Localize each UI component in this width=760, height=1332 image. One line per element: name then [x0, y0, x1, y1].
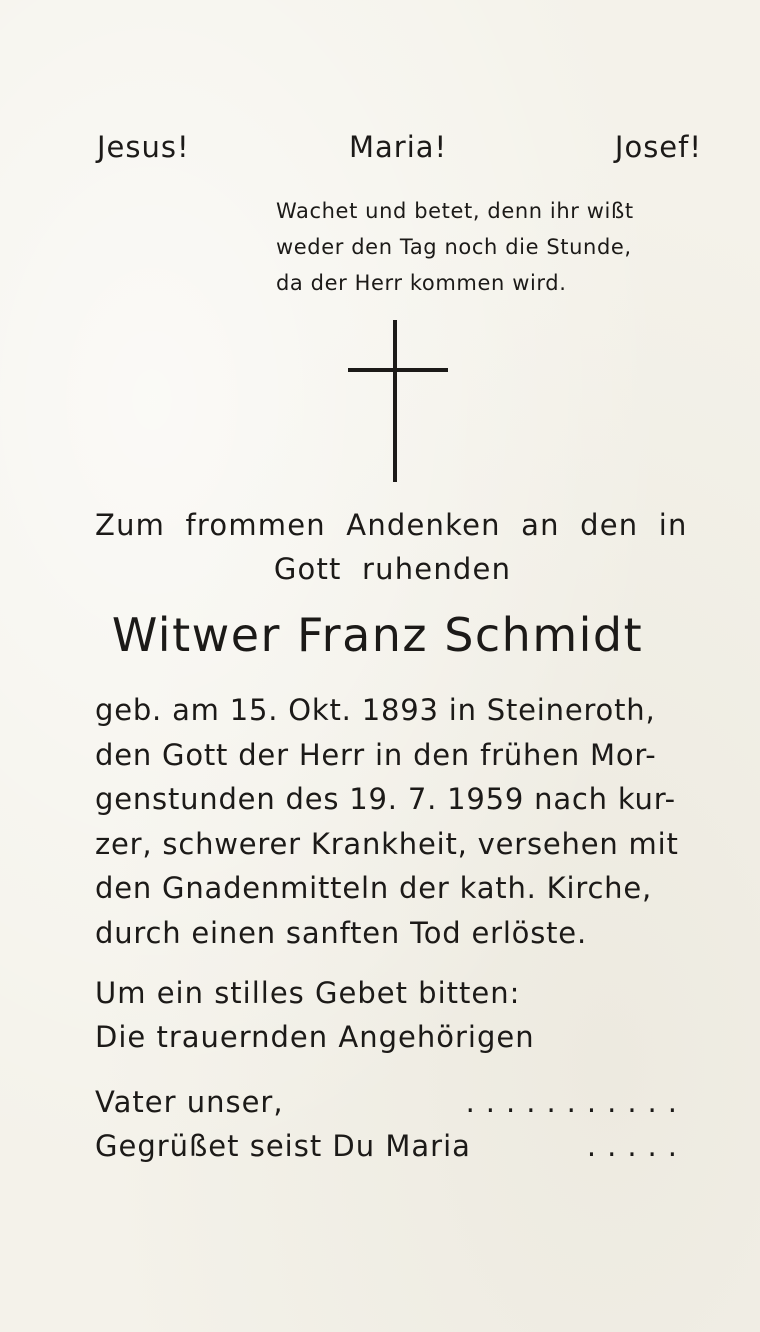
invocations: [97, 130, 702, 174]
invocation-josef: Josef!: [614, 130, 702, 164]
invocation-maria: Maria!: [349, 130, 448, 164]
prayer-dots: ...........: [465, 1085, 688, 1119]
deceased-name-container: [0, 608, 760, 662]
bio-line: den Gnadenmitteln der kath. Kirche,: [95, 871, 653, 905]
bio-line: geb. am 15. Okt. 1893 in Steineroth,: [95, 693, 656, 727]
remembrance-line-1: Zum frommen Andenken an den in: [95, 508, 688, 542]
prayer-request: [95, 971, 700, 1059]
prayer-label: Gegrüßet seist Du Maria: [95, 1129, 471, 1163]
bio-line: durch einen sanften Tod erlöste.: [95, 915, 587, 950]
remembrance-line-2: Gott ruhenden: [273, 552, 512, 586]
request-line-1: Um ein stilles Gebet bitten:: [95, 976, 521, 1010]
invocation-jesus: Jesus!: [97, 130, 190, 164]
biography: [95, 688, 700, 955]
prayers: [95, 1080, 700, 1168]
remembrance-text: [95, 503, 700, 591]
deceased-name: Witwer Franz Schmidt: [111, 608, 644, 662]
cross-icon: [348, 320, 448, 482]
verse-line: da der Herr kommen wird.: [276, 271, 567, 295]
prayer-hail-mary: [95, 1124, 700, 1168]
request-line-2: Die trauernden Angehörigen: [95, 1020, 535, 1054]
bio-line: genstunden des 19. 7. 1959 nach kur-: [95, 782, 676, 816]
bible-verse: [276, 193, 706, 301]
prayer-dots: .....: [586, 1129, 688, 1163]
bio-line: den Gott der Herr in den frühen Mor-: [95, 737, 657, 772]
verse-line: weder den Tag noch die Stunde,: [276, 235, 632, 259]
prayer-our-father: [95, 1080, 700, 1124]
prayer-label: Vater unser,: [95, 1085, 284, 1119]
bio-line: zer, schwerer Krankheit, versehen mit: [95, 826, 679, 861]
verse-line: Wachet und betet, denn ihr wißt: [276, 199, 634, 223]
